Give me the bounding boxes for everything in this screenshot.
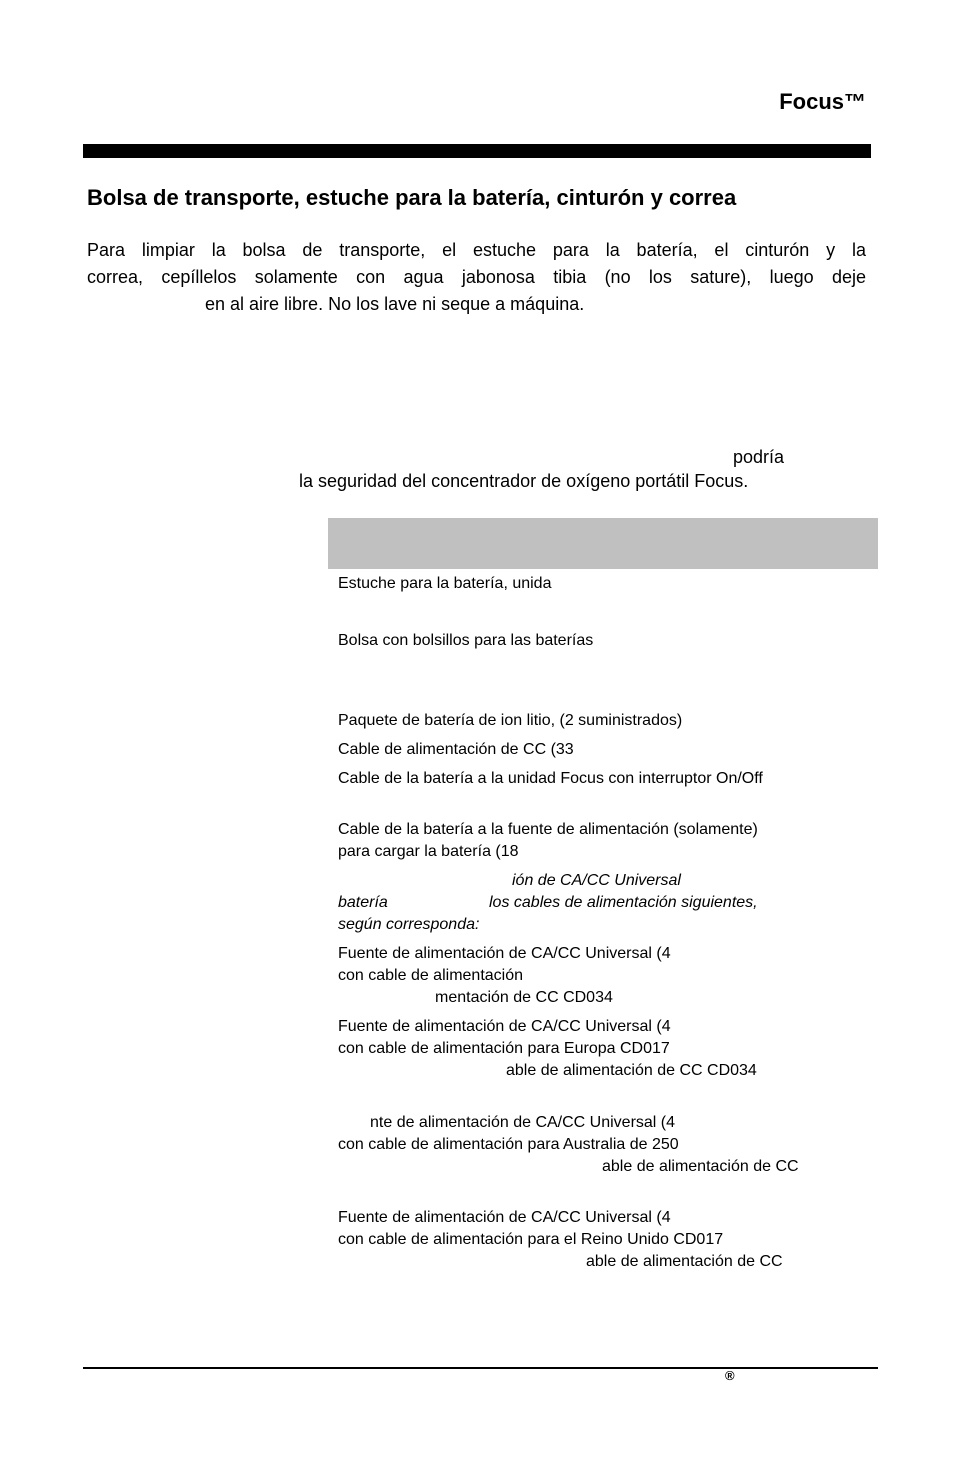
registered-mark: ® xyxy=(725,1368,735,1383)
table-cell: Fuente de alimentación de CA/CC Universal (4 xyxy=(338,1209,671,1226)
table-cell: Paquete de batería de ion litio, (2 suministrados) xyxy=(338,712,683,729)
table-cell: Cable de la batería a la unidad Focus con interruptor On/Off xyxy=(338,770,763,787)
warning-text: la seguridad del concentrador de oxígeno portátil Focus. xyxy=(299,471,749,491)
table-cell: con cable de alimentación xyxy=(338,967,524,984)
table-cell: Fuente de alimentación de CA/CC Universal (4 xyxy=(338,945,671,962)
table-cell: able de alimentación de CC xyxy=(586,1253,783,1270)
table-cell: con cable de alimentación para Australia de 250 xyxy=(338,1136,679,1153)
table-cell: con cable de alimentación para Europa CD017 xyxy=(338,1040,670,1057)
table-cell: ión de CA/CC Universal xyxy=(512,872,681,889)
table-cell: mentación de CC CD034 xyxy=(435,989,613,1006)
paragraph-line: Para limpiar la bolsa de transporte, el estuche para la batería, el cinturón y la xyxy=(87,240,866,260)
table-header xyxy=(328,518,878,569)
table-cell: para cargar la batería (18 xyxy=(338,843,519,860)
brand-title: Focus™ xyxy=(779,89,866,114)
table-cell: Bolsa con bolsillos para las baterías xyxy=(338,632,594,649)
table-cell: nte de alimentación de CA/CC Universal (4 xyxy=(370,1114,676,1131)
table-cell: batería xyxy=(338,894,388,911)
table-cell: Cable de alimentación de CC (33 xyxy=(338,741,574,758)
paragraph-line: en al aire libre. No los lave ni seque a máquina. xyxy=(205,294,585,314)
table-cell: able de alimentación de CC xyxy=(602,1158,799,1175)
table-cell: able de alimentación de CC CD034 xyxy=(506,1062,757,1079)
table-cell: Cable de la batería a la fuente de alimentación (solamente) xyxy=(338,821,758,838)
section-heading: Bolsa de transporte, estuche para la batería, cinturón y correa xyxy=(87,185,737,210)
header-rule xyxy=(83,144,871,158)
table-cell: según corresponda: xyxy=(338,916,480,933)
warning-fragment: podría xyxy=(733,447,785,467)
table-cell: con cable de alimentación para el Reino Unido CD017 xyxy=(338,1231,724,1248)
footer-rule xyxy=(83,1367,878,1369)
table-cell: Estuche para la batería, unida xyxy=(338,575,552,592)
paragraph-line: correa, cepíllelos solamente con agua jabonosa tibia (no los sature), luego deje xyxy=(87,267,866,287)
table-cell: los cables de alimentación siguientes, xyxy=(489,894,758,911)
table-cell: Fuente de alimentación de CA/CC Universal (4 xyxy=(338,1018,671,1035)
